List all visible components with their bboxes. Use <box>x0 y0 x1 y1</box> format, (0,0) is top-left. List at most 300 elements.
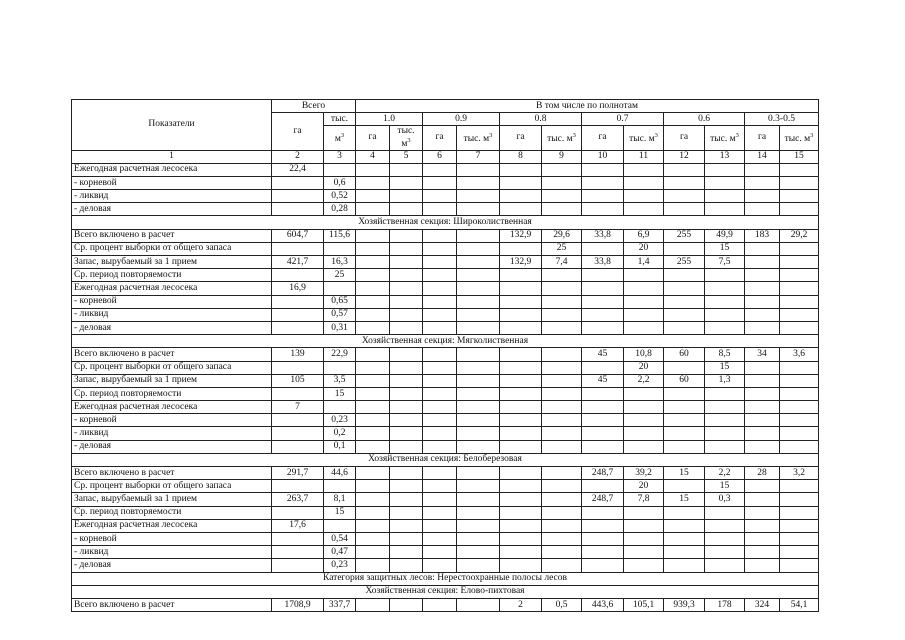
table-cell <box>457 163 500 176</box>
table-cell <box>582 440 624 453</box>
table-cell <box>500 506 542 519</box>
table-cell: 15 <box>705 242 745 255</box>
table-cell <box>664 519 705 532</box>
table-cell <box>780 401 819 414</box>
header-unit-ha: га <box>745 126 780 150</box>
table-cell <box>423 295 457 308</box>
table-cell <box>745 374 780 387</box>
table-cell <box>745 387 780 400</box>
table-cell: 0,5 <box>542 598 582 611</box>
table-cell <box>390 176 423 189</box>
header-density-0.8: 0.8 <box>500 113 582 126</box>
table-cell: 0,2 <box>324 427 356 440</box>
table-cell <box>390 387 423 400</box>
table-cell <box>423 348 457 361</box>
section-heading-row <box>72 453 819 466</box>
table-cell <box>582 427 624 440</box>
table-cell <box>780 559 819 572</box>
table-cell: 0,6 <box>324 176 356 189</box>
table-row <box>72 480 819 493</box>
table-cell: 15 <box>705 480 745 493</box>
table-cell: 49,9 <box>705 229 745 242</box>
table-cell <box>542 387 582 400</box>
table-cell <box>624 190 664 203</box>
table-cell <box>356 176 390 189</box>
table-cell <box>664 295 705 308</box>
table-cell <box>582 401 624 414</box>
table-row <box>72 295 819 308</box>
table-row <box>72 519 819 532</box>
table-cell <box>457 532 500 545</box>
table-cell: 291,7 <box>272 467 324 480</box>
table-row <box>72 348 819 361</box>
table-cell <box>582 519 624 532</box>
table-cell <box>423 269 457 282</box>
table-cell: 54,1 <box>780 598 819 611</box>
table-cell <box>390 242 423 255</box>
table-cell <box>745 506 780 519</box>
table-cell <box>390 414 423 427</box>
table-row <box>72 163 819 176</box>
table-cell <box>356 506 390 519</box>
table-cell <box>356 190 390 203</box>
table-cell <box>542 282 582 295</box>
table-cell <box>457 295 500 308</box>
table-cell: 28 <box>745 467 780 480</box>
column-number: 11 <box>624 150 664 163</box>
table-cell: 2,2 <box>705 467 745 480</box>
table-cell <box>624 295 664 308</box>
table-cell <box>664 190 705 203</box>
table-row <box>72 229 819 242</box>
table-cell <box>542 361 582 374</box>
table-cell: 22,9 <box>324 348 356 361</box>
row-label: Ср. процент выборки от общего запаса <box>72 242 272 255</box>
table-cell <box>542 176 582 189</box>
table-cell <box>390 321 423 334</box>
table-cell <box>390 374 423 387</box>
table-cell <box>423 242 457 255</box>
table-cell <box>390 427 423 440</box>
section-heading-row <box>72 572 819 585</box>
row-label: - деловая <box>72 203 272 216</box>
table-cell <box>457 440 500 453</box>
table-cell <box>390 295 423 308</box>
table-cell <box>542 348 582 361</box>
table-cell: 132,9 <box>500 229 542 242</box>
table-cell <box>705 532 745 545</box>
table-cell <box>745 546 780 559</box>
table-cell <box>542 546 582 559</box>
table-cell <box>457 519 500 532</box>
table-row <box>72 493 819 506</box>
table-cell: 139 <box>272 348 324 361</box>
table-cell <box>745 190 780 203</box>
table-cell <box>423 532 457 545</box>
table-cell <box>780 203 819 216</box>
table-cell <box>705 546 745 559</box>
table-cell <box>500 387 542 400</box>
table-cell <box>272 321 324 334</box>
table-cell <box>705 559 745 572</box>
table-cell <box>390 546 423 559</box>
table-cell: 7,8 <box>624 493 664 506</box>
table-cell <box>542 269 582 282</box>
header-unit-ha: га <box>664 126 705 150</box>
table-cell <box>356 163 390 176</box>
table-cell <box>457 308 500 321</box>
table-cell: 60 <box>664 374 705 387</box>
table-cell: 604,7 <box>272 229 324 242</box>
table-cell <box>500 480 542 493</box>
table-row <box>72 308 819 321</box>
row-label: - корневой <box>72 532 272 545</box>
table-cell <box>582 176 624 189</box>
table-cell <box>705 176 745 189</box>
table-cell <box>664 163 705 176</box>
section-heading-row <box>72 585 819 598</box>
table-cell <box>745 493 780 506</box>
table-cell: 15 <box>705 361 745 374</box>
table-cell <box>272 361 324 374</box>
table-cell <box>423 414 457 427</box>
table-cell <box>457 203 500 216</box>
table-cell <box>780 176 819 189</box>
table-cell <box>582 190 624 203</box>
section-heading-row <box>72 335 819 348</box>
table-cell <box>457 348 500 361</box>
header-unit-ha: га <box>500 126 542 150</box>
table-cell <box>542 467 582 480</box>
table-cell: 248,7 <box>582 493 624 506</box>
table-cell <box>745 203 780 216</box>
table-cell <box>705 190 745 203</box>
table-row <box>72 598 819 611</box>
table-cell: 8,1 <box>324 493 356 506</box>
table-cell <box>390 348 423 361</box>
table-cell <box>780 308 819 321</box>
header-unit-ha: га <box>356 126 390 150</box>
table-cell: 25 <box>542 242 582 255</box>
row-label: - ликвид <box>72 190 272 203</box>
table-cell <box>705 203 745 216</box>
table-cell <box>705 269 745 282</box>
table-cell <box>745 480 780 493</box>
header-unit-th-m3: тыс. $м^3$ <box>705 126 745 150</box>
table-cell <box>423 308 457 321</box>
table-row <box>72 190 819 203</box>
table-cell: 0,28 <box>324 203 356 216</box>
table-cell: 0,23 <box>324 559 356 572</box>
table-cell <box>272 308 324 321</box>
table-cell <box>705 387 745 400</box>
row-label: - деловая <box>72 559 272 572</box>
table-cell <box>500 440 542 453</box>
table-cell: 15 <box>324 506 356 519</box>
table-cell <box>664 559 705 572</box>
table-cell <box>705 282 745 295</box>
table-cell <box>664 480 705 493</box>
table-cell <box>745 256 780 269</box>
table-cell <box>780 163 819 176</box>
table-cell <box>705 519 745 532</box>
table-cell <box>745 295 780 308</box>
table-cell <box>582 480 624 493</box>
table-cell <box>500 427 542 440</box>
table-cell <box>624 427 664 440</box>
table-cell <box>745 269 780 282</box>
table-row <box>72 427 819 440</box>
table-cell <box>542 295 582 308</box>
table-cell <box>390 190 423 203</box>
table-cell: 0,23 <box>324 414 356 427</box>
table-cell <box>423 190 457 203</box>
table-cell <box>780 242 819 255</box>
table-cell <box>624 559 664 572</box>
table-cell <box>390 269 423 282</box>
table-cell <box>624 308 664 321</box>
table-cell <box>457 467 500 480</box>
table-cell <box>624 532 664 545</box>
table-cell <box>423 321 457 334</box>
table-cell <box>664 242 705 255</box>
table-cell: 33,8 <box>582 229 624 242</box>
table-cell <box>390 282 423 295</box>
table-cell <box>745 559 780 572</box>
section-title: Хозяйственная секция: Широколиственная <box>72 216 819 229</box>
table-cell <box>542 440 582 453</box>
table-cell: 20 <box>624 242 664 255</box>
table-cell: 20 <box>624 361 664 374</box>
table-cell <box>624 519 664 532</box>
table-cell <box>356 348 390 361</box>
table-cell <box>324 242 356 255</box>
table-cell <box>272 269 324 282</box>
table-cell <box>582 242 624 255</box>
table-cell <box>272 387 324 400</box>
row-label: Ежегодная расчетная лесосека <box>72 163 272 176</box>
column-number: 8 <box>500 150 542 163</box>
table-cell <box>500 374 542 387</box>
table-cell <box>356 467 390 480</box>
table-cell <box>272 295 324 308</box>
table-cell <box>390 506 423 519</box>
table-cell: 178 <box>705 598 745 611</box>
row-label: - корневой <box>72 295 272 308</box>
table-cell <box>356 242 390 255</box>
table-cell <box>423 401 457 414</box>
table-cell <box>624 414 664 427</box>
table-row <box>72 282 819 295</box>
table-cell <box>356 440 390 453</box>
section-title: Хозяйственная секция: Белоберезовая <box>72 453 819 466</box>
table-cell <box>500 203 542 216</box>
header-density-0.9: 0.9 <box>423 113 500 126</box>
table-cell <box>542 321 582 334</box>
table-cell <box>500 308 542 321</box>
table-cell: 8,5 <box>705 348 745 361</box>
table-cell <box>500 295 542 308</box>
table-cell <box>624 506 664 519</box>
table-row <box>72 546 819 559</box>
header-unit-ha: га <box>582 126 624 150</box>
table-cell <box>624 321 664 334</box>
table-cell: 44,6 <box>324 467 356 480</box>
column-number: 3 <box>324 150 356 163</box>
header-density-0.3-0.5: 0.3-0.5 <box>745 113 819 126</box>
table-cell: 10,8 <box>624 348 664 361</box>
table-row <box>72 532 819 545</box>
row-label: Ежегодная расчетная лесосека <box>72 519 272 532</box>
column-number: 15 <box>780 150 819 163</box>
table-cell: 22,4 <box>272 163 324 176</box>
table-cell <box>542 519 582 532</box>
table-cell <box>423 519 457 532</box>
table-cell: 3,6 <box>780 348 819 361</box>
table-cell <box>324 163 356 176</box>
table-cell <box>356 229 390 242</box>
table-cell <box>423 427 457 440</box>
table-cell <box>457 374 500 387</box>
table-cell <box>500 519 542 532</box>
table-cell <box>582 282 624 295</box>
row-label: - ликвид <box>72 308 272 321</box>
table-cell: 443,6 <box>582 598 624 611</box>
table-cell <box>582 387 624 400</box>
header-unit-ha: га <box>423 126 457 150</box>
table-cell <box>542 190 582 203</box>
table-cell <box>390 361 423 374</box>
table-cell <box>582 414 624 427</box>
table-cell <box>423 546 457 559</box>
table-cell <box>457 546 500 559</box>
table-cell <box>500 532 542 545</box>
table-cell <box>272 427 324 440</box>
table-cell <box>664 203 705 216</box>
table-cell: 2,2 <box>624 374 664 387</box>
table-row <box>72 506 819 519</box>
table-cell: 15 <box>664 467 705 480</box>
table-cell <box>423 229 457 242</box>
table-cell <box>423 203 457 216</box>
table-cell <box>500 282 542 295</box>
table-cell <box>745 532 780 545</box>
table-cell <box>542 480 582 493</box>
table-cell: 421,7 <box>272 256 324 269</box>
table-cell: 1708,9 <box>272 598 324 611</box>
table-cell <box>272 480 324 493</box>
table-cell <box>356 480 390 493</box>
table-cell <box>745 176 780 189</box>
table-cell: 33,8 <box>582 256 624 269</box>
table-cell <box>705 321 745 334</box>
table-cell <box>390 440 423 453</box>
column-number: 10 <box>582 150 624 163</box>
header-unit-th-m3: тыс. $м^3$ <box>624 126 664 150</box>
table-cell <box>457 176 500 189</box>
table-cell: 45 <box>582 374 624 387</box>
table-cell <box>542 203 582 216</box>
table-cell <box>500 559 542 572</box>
table-cell <box>705 163 745 176</box>
table-cell <box>324 519 356 532</box>
table-cell <box>356 493 390 506</box>
table-cell <box>500 467 542 480</box>
table-cell <box>390 493 423 506</box>
table-cell <box>356 427 390 440</box>
table-cell <box>745 440 780 453</box>
table-cell <box>745 308 780 321</box>
table-cell <box>356 387 390 400</box>
table-cell <box>664 506 705 519</box>
table-cell <box>500 321 542 334</box>
row-label: Запас, вырубаемый за 1 прием <box>72 493 272 506</box>
table-row <box>72 440 819 453</box>
table-cell <box>705 427 745 440</box>
table-cell <box>423 163 457 176</box>
table-cell <box>272 506 324 519</box>
header-density-0.7: 0.7 <box>582 113 664 126</box>
row-label: - ликвид <box>72 546 272 559</box>
table-cell <box>664 414 705 427</box>
table-cell <box>664 321 705 334</box>
table-cell: 2 <box>500 598 542 611</box>
header-density-0.6: 0.6 <box>664 113 745 126</box>
row-label: Запас, вырубаемый за 1 прием <box>72 374 272 387</box>
column-number: 12 <box>664 150 705 163</box>
table-cell <box>500 414 542 427</box>
table-cell <box>356 401 390 414</box>
table-row <box>72 401 819 414</box>
table-cell <box>457 559 500 572</box>
table-cell <box>745 163 780 176</box>
table-cell <box>390 480 423 493</box>
table-cell <box>780 506 819 519</box>
column-number: 14 <box>745 150 780 163</box>
table-cell: 263,7 <box>272 493 324 506</box>
table-cell <box>582 269 624 282</box>
table-cell <box>457 229 500 242</box>
table-cell <box>624 401 664 414</box>
table-cell: 20 <box>624 480 664 493</box>
table-cell <box>423 282 457 295</box>
table-cell <box>705 414 745 427</box>
table-cell <box>780 269 819 282</box>
table-cell <box>457 427 500 440</box>
table-cell <box>272 559 324 572</box>
table-cell <box>356 546 390 559</box>
table-cell <box>664 387 705 400</box>
table-cell <box>664 427 705 440</box>
forest-calculation-table <box>71 99 819 612</box>
table-row <box>72 256 819 269</box>
header-total: Всего <box>272 100 356 113</box>
table-cell <box>664 401 705 414</box>
table-cell: 0,1 <box>324 440 356 453</box>
table-cell <box>582 559 624 572</box>
table-cell: 25 <box>324 269 356 282</box>
column-number: 13 <box>705 150 745 163</box>
table-cell <box>705 506 745 519</box>
table-cell: 0,54 <box>324 532 356 545</box>
column-number: 1 <box>72 150 272 163</box>
table-cell <box>624 203 664 216</box>
table-cell <box>356 203 390 216</box>
table-cell <box>423 387 457 400</box>
header-unit-th-m3: тыс. $м^3$ <box>542 126 582 150</box>
table-cell: 105 <box>272 374 324 387</box>
table-cell <box>324 480 356 493</box>
